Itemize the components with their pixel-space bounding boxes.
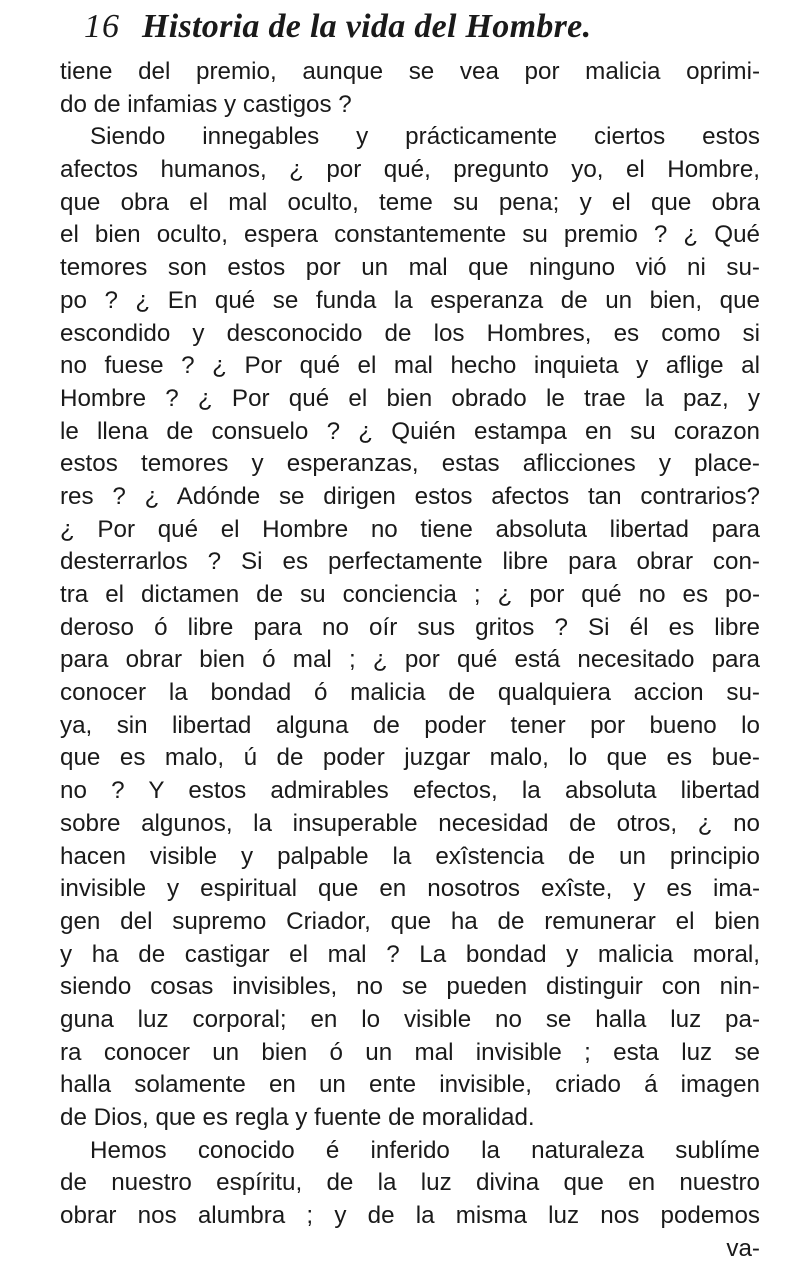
text-line: estos temores y esperanzas, estas aflicciones y place- <box>60 450 760 478</box>
text-line: ¿ Por qué el Hombre no tiene absoluta libertad para <box>60 515 760 543</box>
text-line: y ha de castigar el mal ? La bondad y malicia moral, <box>60 940 760 968</box>
text-line: no ? Y estos admirables efectos, la absoluta libertad <box>60 777 760 805</box>
running-head <box>84 8 784 58</box>
text-line: no fuese ? ¿ Por qué el mal hecho inquieta y aflige al <box>60 352 760 380</box>
text-line: tra el dictamen de su conciencia ; ¿ por qué no es po- <box>60 581 760 608</box>
text-line: que es malo, ú de poder juzgar malo, lo que es bue- <box>60 744 760 772</box>
text-line: de nuestro espíritu, de la luz divina que en nuestro <box>60 1169 760 1197</box>
text-line: obrar nos alumbra ; y de la misma luz nos podemos <box>60 1202 760 1230</box>
text-line: po ? ¿ En qué se funda la esperanza de un bien, que <box>60 286 760 314</box>
text-line: le llena de consuelo ? ¿ Quién estampa en su corazon <box>60 417 760 445</box>
catchword: va- <box>726 1234 760 1262</box>
running-title: Historia de la vida del Hombre. <box>142 8 592 45</box>
page-number: 16 <box>84 8 120 45</box>
text-line: para obrar bien ó mal ; ¿ por qué está necesitado para <box>60 646 760 674</box>
text-line: tiene del premio, aunque se vea por malicia oprimi- <box>60 58 760 85</box>
text-line: ya, sin libertad alguna de poder tener por bueno lo <box>60 711 760 739</box>
text-line: res ? ¿ Adónde se dirigen estos afectos tan contrarios? <box>60 482 760 510</box>
text-line: desterrarlos ? Si es perfectamente libre para obrar con- <box>60 548 760 576</box>
text-line: el bien oculto, espera constantemente su premio ? ¿ Qué <box>60 221 760 249</box>
text-line: halla solamente en un ente invisible, criado á imagen <box>60 1071 760 1099</box>
catchword-row <box>60 1233 760 1266</box>
text-line: escondido y desconocido de los Hombres, es como si <box>60 319 760 347</box>
body-text <box>60 56 760 1265</box>
text-line: que obra el mal oculto, teme su pena; y el que obra <box>60 188 760 216</box>
paragraph-first-line: Hemos conocido é inferido la naturaleza sublíme <box>90 1136 760 1164</box>
text-line: guna luz corporal; en lo visible no se halla luz pa- <box>60 1005 760 1033</box>
text-line: invisible y espiritual que en nosotros exîste, y es ima- <box>60 875 760 903</box>
text-line: siendo cosas invisibles, no se pueden distinguir con nin- <box>60 973 760 1001</box>
text-line: afectos humanos, ¿ por qué, pregunto yo, el Hombre, <box>60 156 760 184</box>
paragraph-first-line: Siendo innegables y prácticamente ciertos estos <box>90 123 760 151</box>
text-line: de Dios, que es regla y fuente de moralidad. <box>60 1104 535 1131</box>
text-line: conocer la bondad ó malicia de qualquiera accion su- <box>60 679 760 707</box>
text-line: sobre algunos, la insuperable necesidad de otros, ¿ no <box>60 809 760 837</box>
text-line: deroso ó libre para no oír sus gritos ? Si él es libre <box>60 613 760 641</box>
text-line: Hombre ? ¿ Por qué el bien obrado le trae la paz, y <box>60 384 760 412</box>
text-line: hacen visible y palpable la exîstencia de un principio <box>60 842 760 870</box>
text-line: gen del supremo Criador, que ha de remunerar el bien <box>60 907 760 935</box>
text-line: ra conocer un bien ó un mal invisible ; esta luz se <box>60 1038 760 1066</box>
text-line: do de infamias y castigos ? <box>60 90 352 118</box>
text-line: temores son estos por un mal que ninguno vió ni su- <box>60 254 760 282</box>
